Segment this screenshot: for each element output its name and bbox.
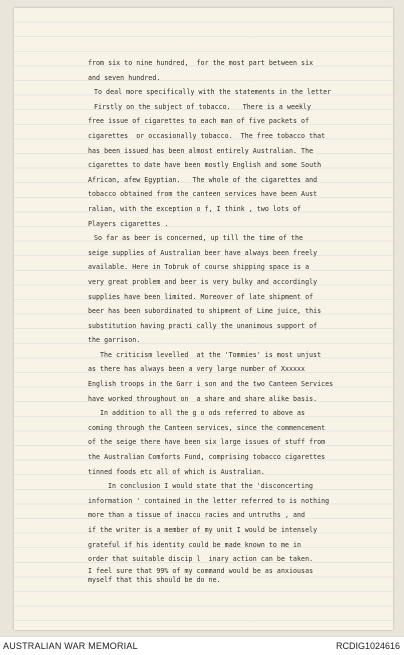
text-line: the Australian Comforts Fund, comprising tobacco cigarettes <box>88 453 326 462</box>
text-line: cigarettes to date have been mostly English and some South <box>88 161 322 170</box>
text-line: free issue of cigarettes to each man of five packets of <box>88 117 310 126</box>
text-line: available. Here in Tobruk of course shipping space is a <box>88 263 310 272</box>
text-line: myself that this should be do ne. <box>88 576 221 585</box>
text-line: tobacco obtained from the canteen services have been Aust <box>88 190 318 199</box>
text-line: as there has always been a very large number of Xxxxxx <box>88 365 306 374</box>
text-line: Firstly on the subject of tobacco. There is a weekly <box>94 102 312 111</box>
text-line: cigarettes or occasionally tobacco. The free tobacco that <box>88 131 326 140</box>
text-line: has been issued has been almost entirely Australian. The <box>88 146 314 155</box>
text-line: So far as beer is concerned, up till the time of the <box>94 234 304 243</box>
text-line: have worked throughout on a share and share alike basis. <box>88 394 318 403</box>
text-line: coming through the Canteen services, since the commencement <box>88 423 326 432</box>
text-line: In conclusion I would state that the 'disconcerting <box>108 482 314 491</box>
text-line: English troops in the Garr i son and the two Canteen Services <box>88 380 334 389</box>
text-line: ralian, with the exception o f, I think , two lots of <box>88 204 302 213</box>
text-line: of the seige there have been six large issues of stuff from <box>88 438 326 447</box>
archive-footer <box>0 636 404 655</box>
text-line: tinned foods etc all of which is Australian. <box>88 467 265 476</box>
text-line: if the writer is a member of my unit I would be intensely <box>88 526 318 534</box>
text-line: Players cigarettes . <box>88 219 169 228</box>
text-line: very great problem and beer is very bulky and accordingly <box>88 277 318 286</box>
text-line: To deal more specifically with the statements in the letter <box>94 88 332 97</box>
text-line: The criticism levelled at the 'Tommies' is most unjust <box>100 350 322 359</box>
letter-body <box>88 56 378 586</box>
text-line: more than a tissue of inaccu racies and untruths , and <box>88 511 306 520</box>
text-line: African, afew Egyptian. The whole of the cigarettes and <box>88 175 318 184</box>
footer-archive-name: AUSTRALIAN WAR MEMORIAL <box>3 641 138 651</box>
footer-record-id: RCDIG1024616 <box>335 641 400 651</box>
text-line: I feel sure that 99% of my command would be as anxiousas <box>88 566 314 575</box>
text-line: In addition to all the g o ods referred to above as <box>100 409 306 418</box>
text-line: seige supplies of Australian beer have always been freely <box>88 248 318 257</box>
text-line: the garrison. <box>88 336 141 345</box>
text-line: order that suitable discip l inary action can be taken. <box>88 555 314 564</box>
text-line: beer has been subordinated to shipment of Lime juice, this <box>88 307 322 316</box>
text-line: from six to nine hundred, for the most part between six <box>88 59 314 67</box>
text-line: and seven hundred. <box>88 73 161 82</box>
text-line: substitution having practi cally the unanimous support of <box>88 321 318 330</box>
text-line: information ' contained in the letter referred to is nothing <box>88 496 330 505</box>
text-line: grateful if his identity could be made known to me in <box>88 540 302 549</box>
text-line: supplies have been limited. Moreover of late shipment of <box>88 292 314 301</box>
